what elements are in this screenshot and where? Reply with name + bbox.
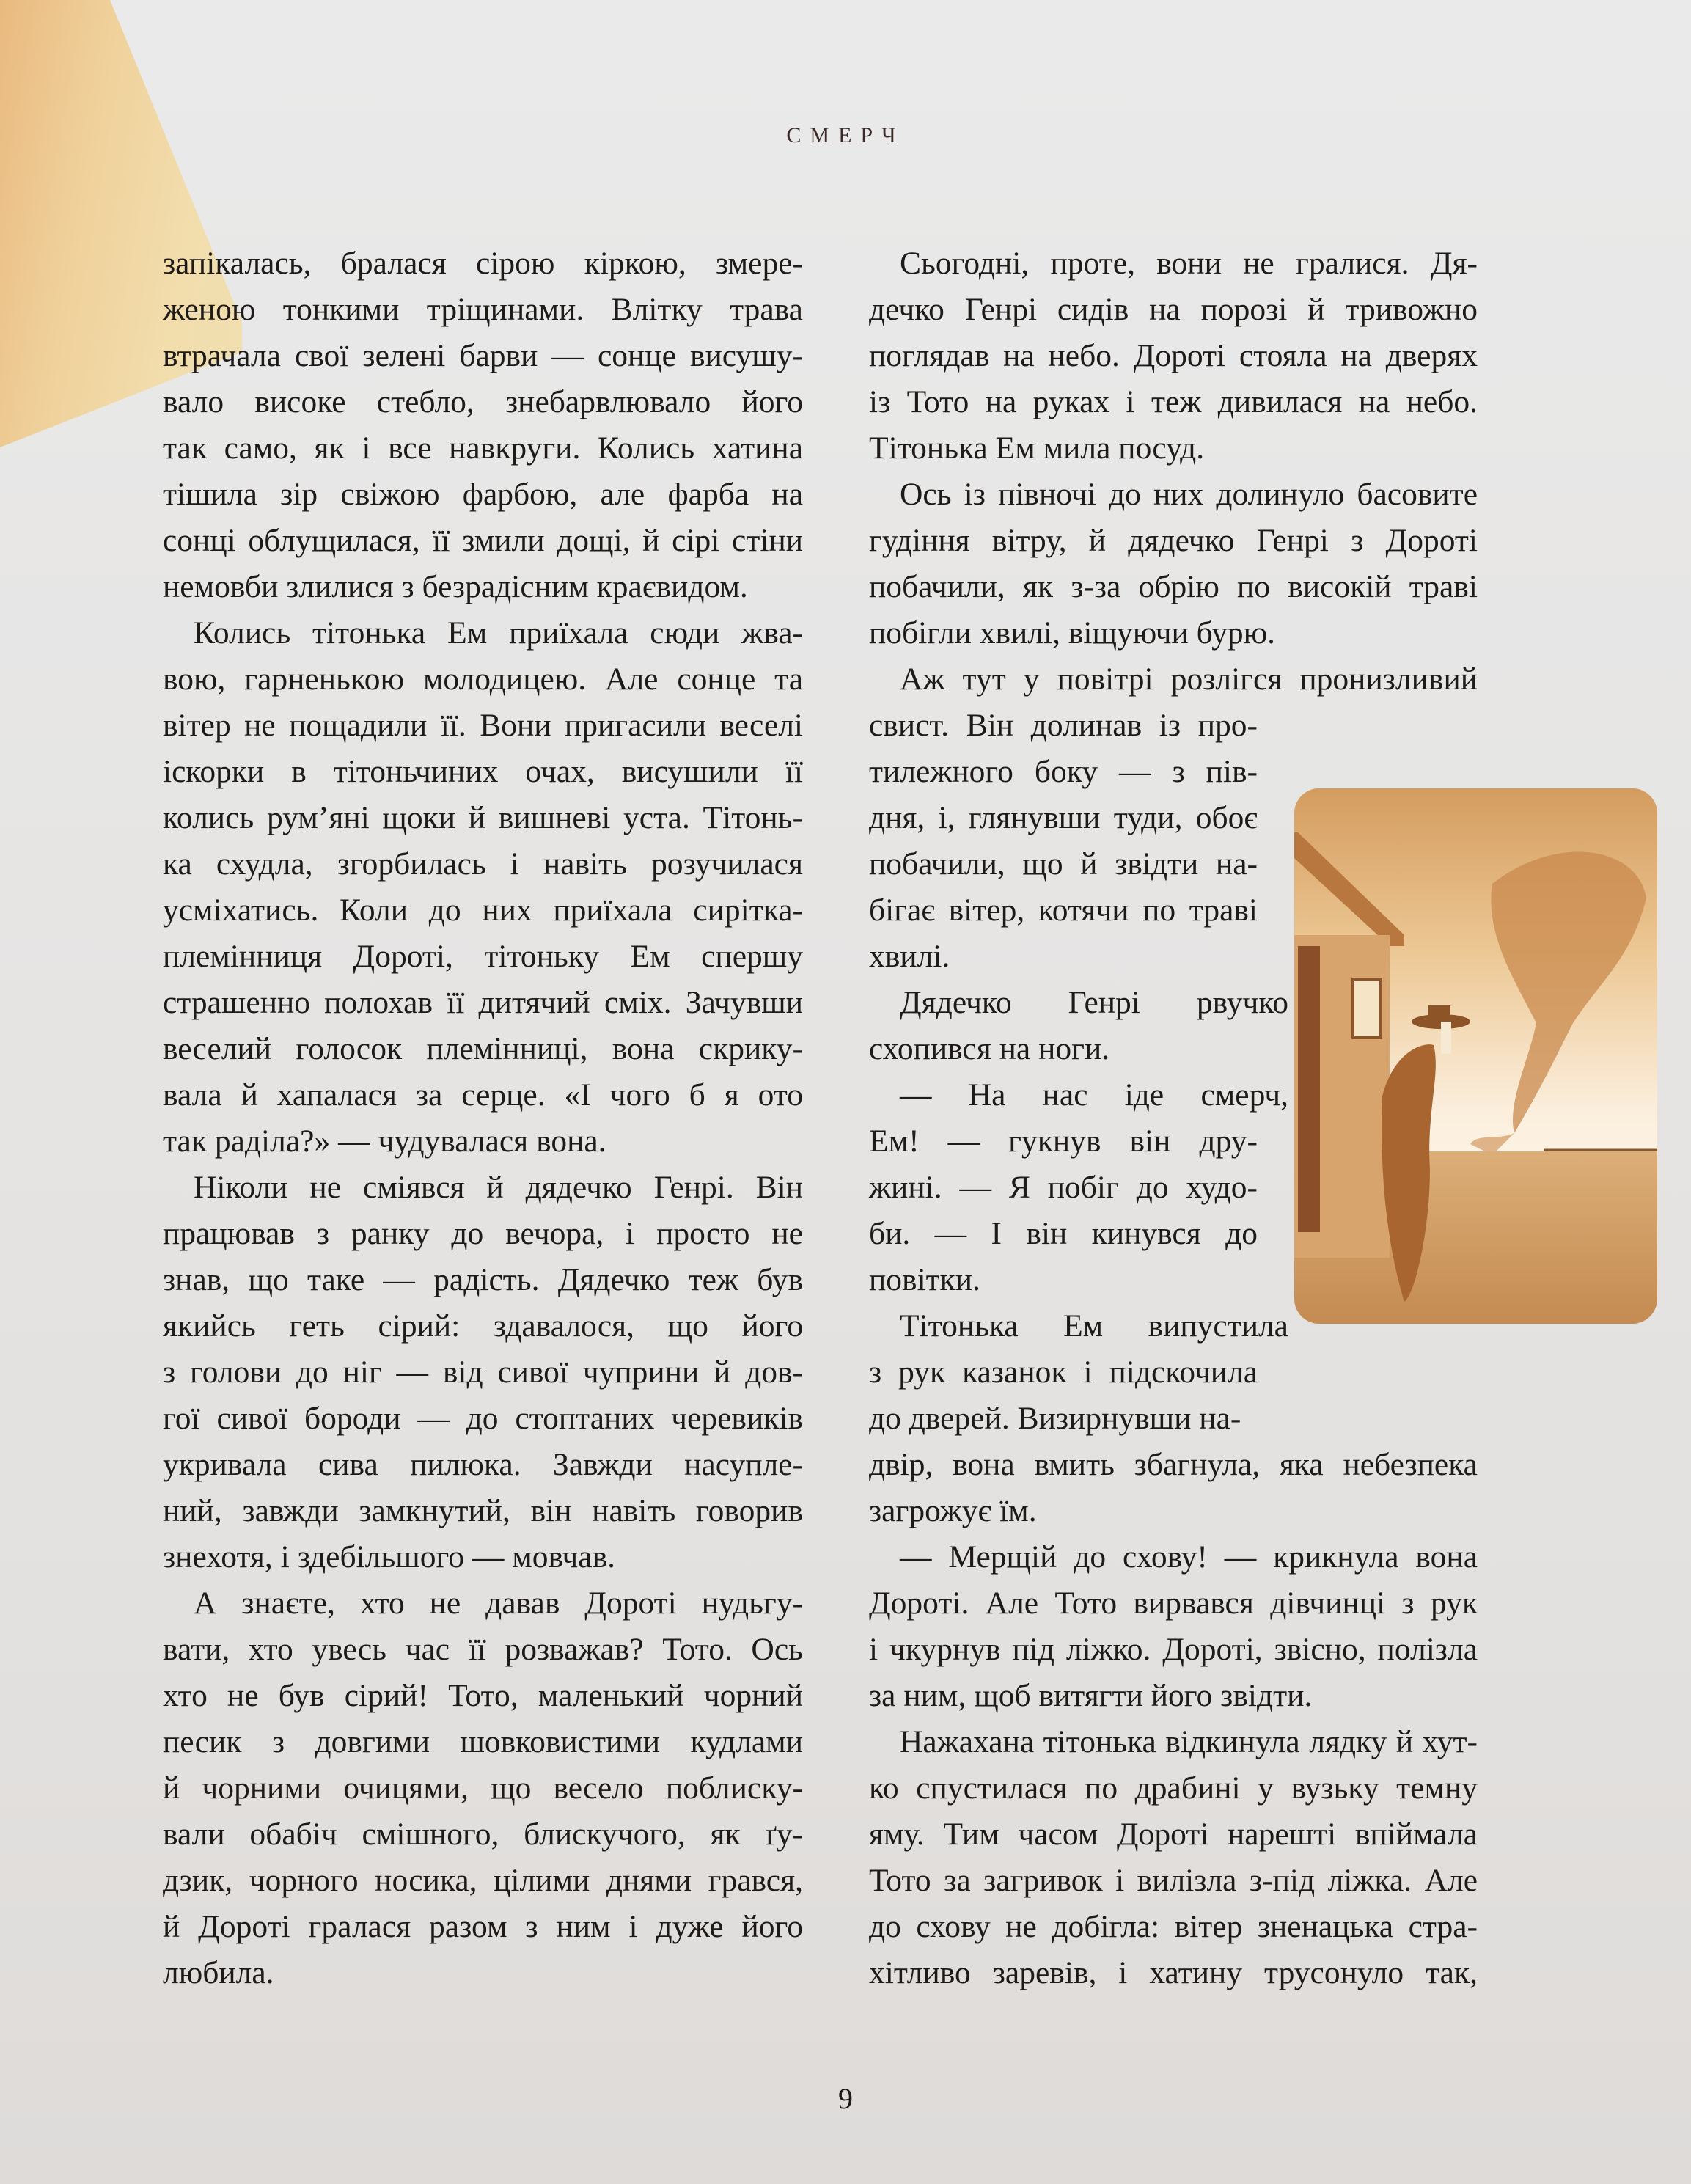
text-line: ко спустилася по драбині у вузьку темну	[869, 1770, 1478, 1806]
text-line: повітки.	[869, 1262, 980, 1297]
text-line: дечко Генрі сидів на порозі й тривожно	[869, 292, 1478, 327]
text-line: ний, завжди замкнутий, він навіть говорив	[163, 1493, 803, 1528]
text-line: Дядечко Генрі рвучко	[900, 985, 1288, 1020]
text-line: любила.	[163, 1955, 274, 1990]
text-line: дня, і, глянувши туди, обоє	[869, 800, 1258, 835]
text-line: страшенно полохав її дитячий сміх. Зачувши	[163, 985, 803, 1020]
text-line: Аж тут у повітрі розлігся пронизливий	[900, 662, 1478, 697]
text-line: дзик, чорного носика, цілими днями грався,	[163, 1863, 803, 1898]
text-line: знехотя, і здебільшого — мовчав.	[163, 1539, 615, 1575]
page-number: 9	[838, 2082, 853, 2115]
text-line: Тітонька Ем мила посуд.	[869, 430, 1205, 466]
text-line: й чорними очицями, що весело поблиску-	[163, 1770, 803, 1806]
text-line: вати, хто увесь час її розважав? Тото. Ось	[163, 1632, 803, 1667]
text-line: втрачала свої зелені барви — сонце висушу-	[163, 338, 803, 373]
text-line: вала й хапалася за серце. «І чого б я ото	[163, 1077, 803, 1113]
text-line: би. — І він кинувся до	[869, 1216, 1258, 1251]
text-line: до дверей. Визирнувши на-	[869, 1401, 1241, 1436]
text-line: вітер не пощадили її. Вони пригасили веселі	[163, 708, 803, 743]
text-line: ка схудла, згорбилась і навіть розучилася	[163, 846, 803, 882]
text-line: племінниця Дороті, тітоньку Ем спершу	[163, 939, 803, 974]
text-line: до схову не добігла: вітер зненацька стра-	[869, 1909, 1478, 1944]
illustration-image	[1294, 788, 1657, 1324]
text-line: сонці облущилася, її змили дощі, й сірі стіни	[163, 523, 803, 558]
text-line: двір, вона вмить збагнула, яка небезпека	[869, 1447, 1478, 1482]
text-line: побачили, як з-за обрію по високій траві	[869, 569, 1478, 604]
text-line: іскорки в тітоньчиних очах, висушили її	[163, 754, 803, 789]
text-line: немовби злилися з безрадісним краєвидом.	[163, 569, 748, 604]
text-line: й Дороті гралася разом з ним і дуже його	[163, 1909, 803, 1944]
text-line: тилежного боку — з пів-	[869, 754, 1258, 789]
text-line: Нажахана тітонька відкинула лядку й хут-	[900, 1724, 1478, 1759]
text-line: загрожує їм.	[869, 1493, 1037, 1528]
text-line: за ним, щоб витягти його звідти.	[869, 1678, 1313, 1713]
text-line: і чкурнув під ліжко. Дороті, звісно, полізла	[869, 1632, 1478, 1667]
text-line: хітливо заревів, і хатину трусонуло так,	[869, 1955, 1478, 1990]
text-line: свист. Він долинав із про-	[869, 708, 1258, 743]
text-line: укривала сива пилюка. Завжди насупле-	[163, 1447, 803, 1482]
text-line: Дороті. Але Тото вирвався дівчинці з рук	[869, 1586, 1478, 1621]
text-line: поглядав на небо. Дороті стояла на дверях	[869, 338, 1478, 373]
text-line: з голови до ніг — від сивої чуприни й дов-	[163, 1355, 803, 1390]
text-line: яму. Тим часом Дороті нарешті впіймала	[869, 1817, 1478, 1852]
text-line: так само, як і все навкруги. Колись хатина	[163, 430, 803, 466]
text-line: песик з довгими шовковистими кудлами	[163, 1724, 803, 1759]
text-line: знав, що таке — радість. Дядечко теж був	[163, 1262, 803, 1297]
text-line: вали обабіч смішного, блискучого, як ґу-	[163, 1817, 803, 1852]
text-line: Ніколи не сміявся й дядечко Генрі. Він	[194, 1170, 803, 1205]
text-line: — На нас іде смерч,	[900, 1077, 1288, 1113]
text-line: Ем! — гукнув він дру-	[869, 1124, 1258, 1159]
text-line: працював з ранку до вечора, і просто не	[163, 1216, 803, 1251]
text-line: хто не був сірий! Тото, маленький чорний	[163, 1678, 803, 1713]
text-column-left	[163, 241, 803, 1996]
text-line: запікалась, бралася сірою кіркою, змере-	[163, 246, 803, 281]
text-line: гої сивої бороди — до стоптаних черевиків	[163, 1401, 803, 1436]
text-line: з рук казанок і підскочила	[869, 1355, 1258, 1390]
text-line: усміхатись. Коли до них приїхала сирітка-	[163, 893, 803, 928]
text-line: побігли хвилі, віщуючи бурю.	[869, 615, 1275, 651]
text-line: гудіння вітру, й дядечко Генрі з Дороті	[869, 523, 1478, 558]
text-line: побачили, що й звідти на-	[869, 846, 1258, 882]
text-line: Ось із півночі до них долинуло басовите	[900, 477, 1478, 512]
text-line: якийсь геть сірий: здавалося, що його	[163, 1308, 803, 1344]
text-line: жині. — Я побіг до худо-	[869, 1170, 1258, 1205]
text-line: веселий голосок племінниці, вона скрику-	[163, 1031, 803, 1066]
text-line: Колись тітонька Ем приїхала сюди жва-	[194, 615, 803, 651]
text-line: Сьогодні, проте, вони не гралися. Дя-	[900, 246, 1478, 281]
tornado-illustration	[1294, 788, 1657, 1324]
text-line: із Тото на руках і теж дивилася на небо.	[869, 384, 1478, 419]
text-line: Тітонька Ем випустила	[900, 1308, 1288, 1344]
text-line: так раділа?» — чудувалася вона.	[163, 1124, 606, 1159]
text-line: Тото за загривок і вилізла з-під ліжка. Але	[869, 1863, 1478, 1898]
text-line: вою, гарненькою молодицею. Але сонце та	[163, 662, 803, 697]
text-line: А знаєте, хто не давав Дороті нудьгу-	[194, 1586, 803, 1621]
text-line: женою тонкими тріщинами. Влітку трава	[163, 292, 803, 327]
running-head: СМЕРЧ	[786, 123, 905, 147]
text-line: схопився на ноги.	[869, 1031, 1110, 1066]
text-line: — Мерщій до схову! — крикнула вона	[900, 1539, 1478, 1575]
text-line: бігає вітер, котячи по траві	[869, 893, 1258, 928]
text-line: вало високе стебло, знебарвлювало його	[163, 384, 803, 419]
text-line: хвилі.	[869, 939, 950, 974]
text-line: колись рум’яні щоки й вишневі уста. Тітонь-	[163, 800, 803, 835]
text-line: тішила зір свіжою фарбою, але фарба на	[163, 477, 803, 512]
